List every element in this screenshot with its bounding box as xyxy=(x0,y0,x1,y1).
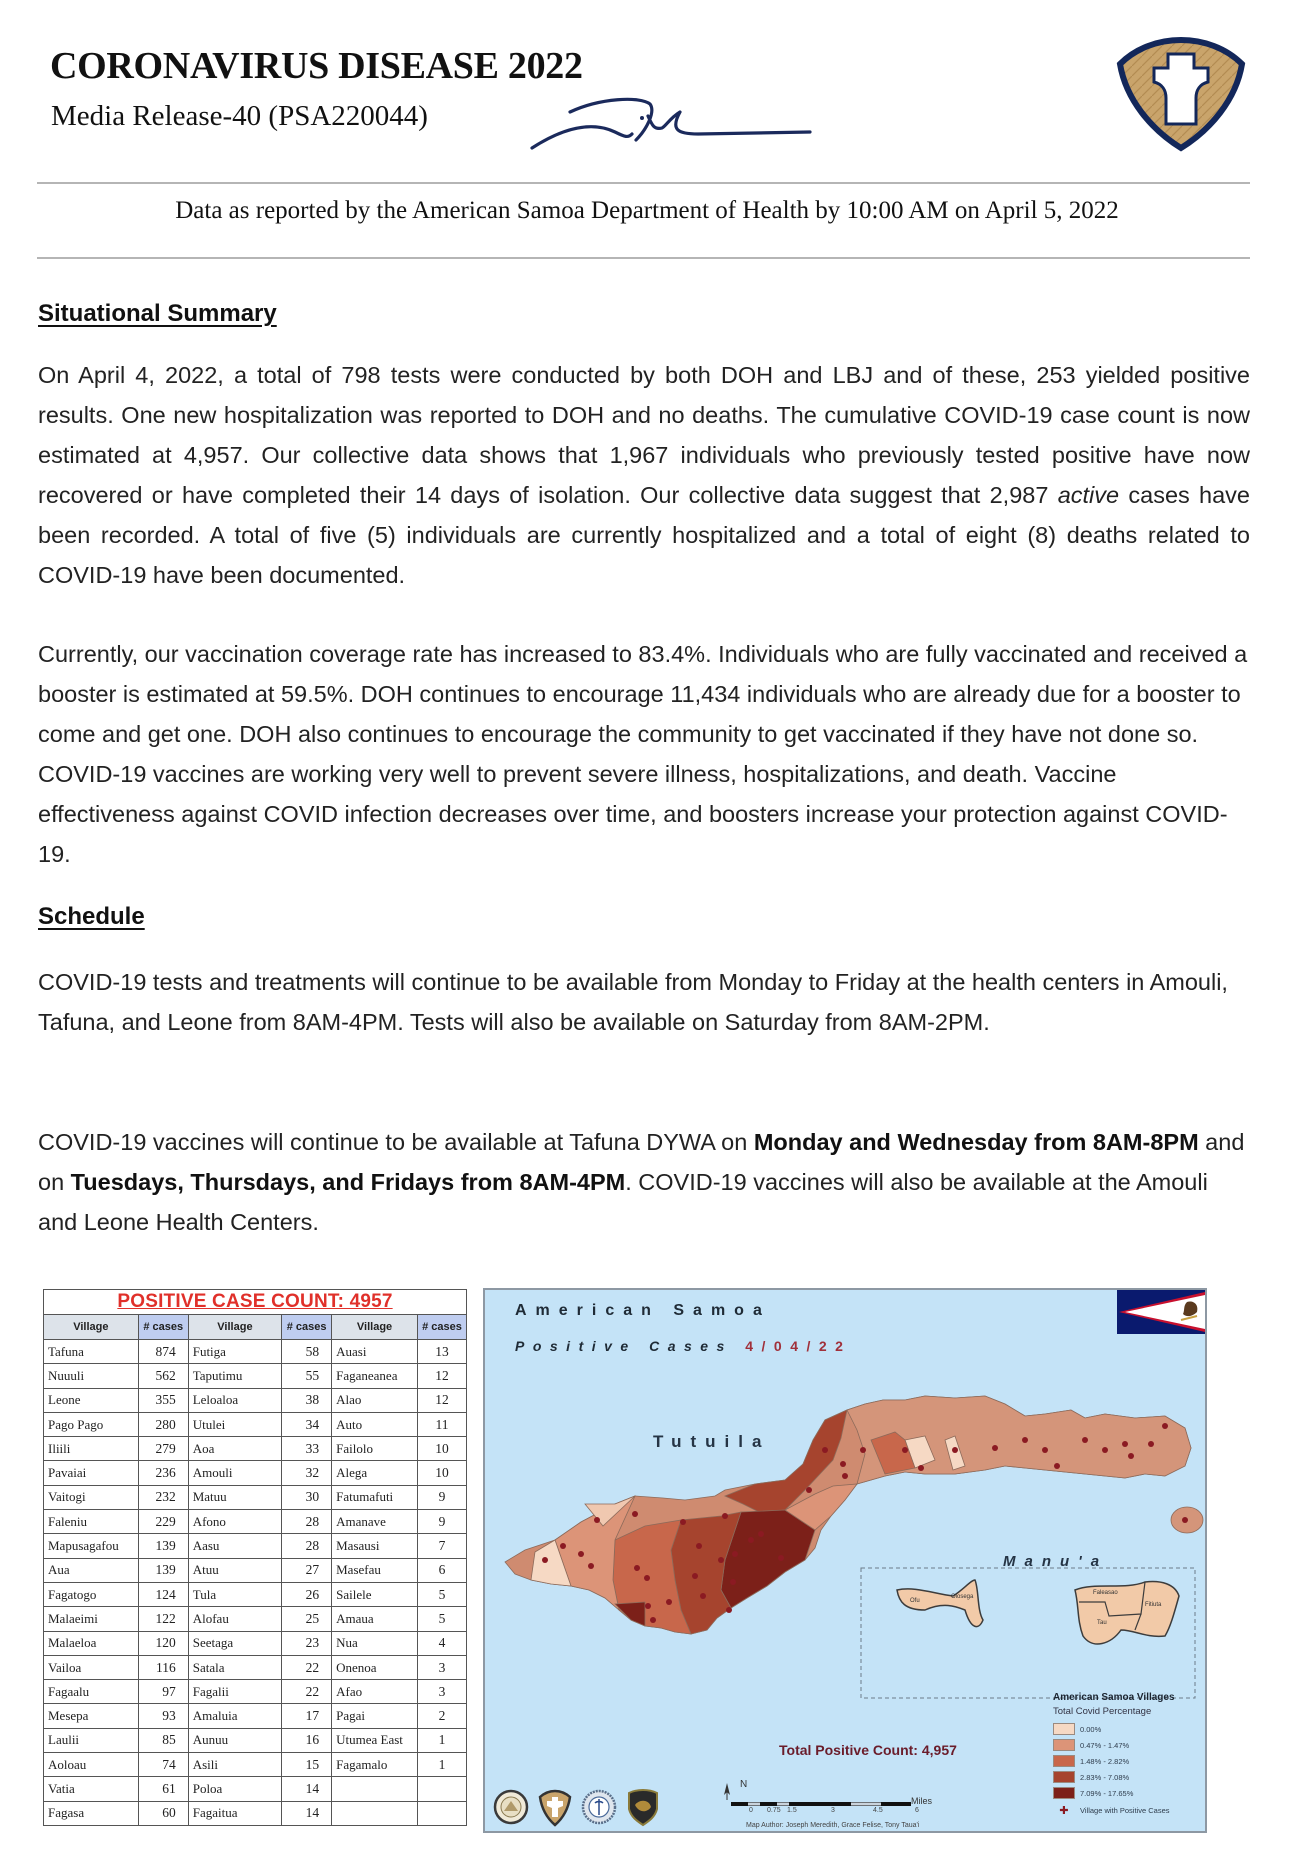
scale-tick-label: 3 xyxy=(831,1807,835,1814)
case-count-cell: 874 xyxy=(138,1340,188,1364)
case-count-cell: 17 xyxy=(282,1704,332,1728)
case-count-cell: 27 xyxy=(282,1558,332,1582)
case-count-cell: 116 xyxy=(138,1655,188,1679)
village-name-cell: Futiga xyxy=(188,1340,281,1364)
island-label-manua: Manu'a xyxy=(1003,1553,1109,1570)
village-name-cell: Vailoa xyxy=(44,1655,139,1679)
table-row xyxy=(44,1582,467,1606)
case-count-cell: 74 xyxy=(138,1753,188,1777)
case-count-cell: 279 xyxy=(138,1437,188,1461)
case-count-cell: 22 xyxy=(282,1680,332,1704)
village-name-cell: Mapusagafou xyxy=(44,1534,139,1558)
table-row xyxy=(44,1461,467,1485)
case-count-cell: 23 xyxy=(282,1631,332,1655)
summary-paragraph-cases: On April 4, 2022, a total of 798 tests were conducted by both DOH and LBJ and of these, 253 yielded positive results. One new hospitalization was reported to DOH and no deaths. The cumulative COVID-19 case count is now estimated at 4,957. Our collective data shows that 1,967 individuals who previously tested positive have now recovered or have completed their 14 days of isolation. Our collective data suggest that 2,987 active cases have been recorded. A total of five (5) individuals are currently hospitalized and a total of eight (8) deaths related to COVID-19 have been documented. xyxy=(38,362,1251,588)
legend-class-label: 2.83% - 7.08% xyxy=(1080,1772,1130,1782)
village-name-cell: Tafuna xyxy=(44,1340,139,1364)
case-count-cell: 55 xyxy=(282,1364,332,1388)
scale-tick-label: 6 xyxy=(915,1807,919,1814)
village-name-cell: Auto xyxy=(332,1412,418,1436)
column-header-cases: # cases xyxy=(282,1315,332,1340)
case-count-cell: 60 xyxy=(138,1801,188,1825)
section-heading-schedule: Schedule xyxy=(38,903,145,930)
legend-class-label: 0.47% - 1.47% xyxy=(1080,1740,1130,1750)
table-row xyxy=(44,1753,467,1777)
village-name-cell: Mesepa xyxy=(44,1704,139,1728)
village-marker-icon: ✚ xyxy=(1059,1804,1069,1817)
village-name-cell: Masausi xyxy=(332,1534,418,1558)
village-name-cell: Taputimu xyxy=(188,1364,281,1388)
map-subtitle: Positive Cases 4/04/22 xyxy=(515,1338,852,1354)
legend-class-row xyxy=(1053,1769,1203,1785)
village-name-cell: Amanave xyxy=(332,1510,418,1534)
case-count-cell: 232 xyxy=(138,1485,188,1509)
american-samoa-flag-icon xyxy=(1117,1290,1205,1334)
village-name-cell: Aasu xyxy=(188,1534,281,1558)
column-header-village: Village xyxy=(188,1315,281,1340)
document-title: CORONAVIRUS DISEASE 2022 xyxy=(50,45,583,87)
case-count-cell: 15 xyxy=(282,1753,332,1777)
case-count-cell: 355 xyxy=(138,1388,188,1412)
manua-islands-shape xyxy=(897,1580,1179,1644)
legend-class-label: 7.09% - 17.65% xyxy=(1080,1788,1134,1798)
village-name-cell: Pavaiai xyxy=(44,1461,139,1485)
signature-icon xyxy=(530,90,850,170)
table-row xyxy=(44,1655,467,1679)
case-count-cell: 14 xyxy=(282,1777,332,1801)
table-row xyxy=(44,1437,467,1461)
village-name-cell: Malaeimi xyxy=(44,1607,139,1631)
table-row xyxy=(44,1534,467,1558)
legend-class-row xyxy=(1053,1737,1203,1753)
legend-swatch xyxy=(1053,1755,1075,1767)
legend-title: American Samoa Villages xyxy=(1053,1692,1175,1703)
case-count-cell: 139 xyxy=(138,1558,188,1582)
case-count-cell: 61 xyxy=(138,1777,188,1801)
island-label-tutuila: Tutuila xyxy=(653,1432,771,1451)
village-name-cell: Matuu xyxy=(188,1485,281,1509)
case-count-cell: 34 xyxy=(282,1412,332,1436)
summary-paragraph-vaccination: Currently, our vaccination coverage rate has increased to 83.4%. Individuals who are fully vaccinated and received a booster is estimated at 59.5%. DOH continues to encourage 11,434 individuals who are already due for a booster to come and get one. DOH also continues to encourage the community to get vaccinated if they have not done so. COVID-19 vaccines are working very well to prevent severe illness, hospitalizations, and death. Vaccine effectiveness against COVID infection decreases over time, and boosters increase your protection against COVID-19. xyxy=(38,641,1248,867)
map-author: Map Author: Joseph Meredith, Grace Felise, Tony Taua'i xyxy=(746,1822,920,1829)
column-header-village: Village xyxy=(332,1315,418,1340)
village-name-cell: Auasi xyxy=(332,1340,418,1364)
table-header-row xyxy=(44,1315,467,1340)
village-name-cell: Iliili xyxy=(44,1437,139,1461)
column-header-village: Village xyxy=(44,1315,139,1340)
government-seal-icon xyxy=(493,1787,529,1827)
village-name-cell: Alega xyxy=(332,1461,418,1485)
header-divider xyxy=(37,182,1250,184)
village-name-cell: Leloaloa xyxy=(188,1388,281,1412)
health-shield-icon xyxy=(537,1787,573,1827)
village-name-cell: Amouli xyxy=(188,1461,281,1485)
case-count-cell: 93 xyxy=(138,1704,188,1728)
section-heading-situational-summary: Situational Summary xyxy=(38,300,277,327)
scale-tick-label: 0.75 xyxy=(767,1807,781,1814)
village-name-cell: Amaluia xyxy=(188,1704,281,1728)
legend-subtitle: Total Covid Percentage xyxy=(1053,1706,1152,1717)
case-count-cell: 9 xyxy=(417,1485,466,1509)
village-name-cell: Alao xyxy=(332,1388,418,1412)
village-name-cell: Fagasa xyxy=(44,1801,139,1825)
table-row xyxy=(44,1680,467,1704)
case-count-cell: 139 xyxy=(138,1534,188,1558)
village-name-cell: Leone xyxy=(44,1388,139,1412)
case-count-cell: 14 xyxy=(282,1801,332,1825)
legend-classes xyxy=(1053,1721,1203,1801)
village-name-cell: Malaeloa xyxy=(44,1631,139,1655)
case-count-cell: 5 xyxy=(417,1582,466,1606)
positive-case-count-table xyxy=(43,1289,467,1826)
case-count-cell xyxy=(417,1777,466,1801)
case-count-cell: 7 xyxy=(417,1534,466,1558)
village-name-cell: Aoa xyxy=(188,1437,281,1461)
header-divider-bottom xyxy=(37,257,1250,259)
scale-bar xyxy=(731,1802,911,1806)
column-header-cases: # cases xyxy=(138,1315,188,1340)
dateline-text: Data as reported by the American Samoa Department of Health by 10:00 AM on April 5, 2022 xyxy=(175,197,1119,224)
schedule-paragraph-vaccines: COVID-19 vaccines will continue to be available at Tafuna DYWA on Monday and Wednesday from 8AM-8PM and on Tuesdays, Thursdays, and Fridays from 8AM-4PM. COVID-19 vaccines will also be available at the Amouli and Leone Health Centers. xyxy=(38,1129,1245,1235)
table-row xyxy=(44,1364,467,1388)
table-row xyxy=(44,1631,467,1655)
manua-label-faleasao: Faleasao xyxy=(1093,1590,1118,1596)
village-name-cell: Tula xyxy=(188,1582,281,1606)
case-count-cell: 58 xyxy=(282,1340,332,1364)
village-name-cell: Utumea East xyxy=(332,1728,418,1752)
scale-tick-label: 4.5 xyxy=(873,1807,883,1814)
village-name-cell: Aoloau xyxy=(44,1753,139,1777)
case-count-cell: 2 xyxy=(417,1704,466,1728)
village-name-cell: Failolo xyxy=(332,1437,418,1461)
legend-swatch xyxy=(1053,1787,1075,1799)
case-count-cell: 32 xyxy=(282,1461,332,1485)
case-count-cell: 28 xyxy=(282,1510,332,1534)
village-name-cell: Faganeanea xyxy=(332,1364,418,1388)
village-name-cell: Seetaga xyxy=(188,1631,281,1655)
total-positive-count: Total Positive Count: 4,957 xyxy=(779,1742,957,1758)
case-count-cell: 9 xyxy=(417,1510,466,1534)
legend-class-row xyxy=(1053,1785,1203,1801)
table-row xyxy=(44,1510,467,1534)
case-count-cell: 10 xyxy=(417,1461,466,1485)
legend-marker-label: Village with Positive Cases xyxy=(1080,1805,1170,1815)
case-count-cell: 26 xyxy=(282,1582,332,1606)
table-row xyxy=(44,1801,467,1825)
health-shield-cross-icon xyxy=(1112,26,1250,152)
village-name-cell: Nuuuli xyxy=(44,1364,139,1388)
legend-class-row xyxy=(1053,1721,1203,1737)
case-count-cell: 33 xyxy=(282,1437,332,1461)
village-name-cell: Afono xyxy=(188,1510,281,1534)
case-count-cell: 124 xyxy=(138,1582,188,1606)
legend-class-label: 1.48% - 2.82% xyxy=(1080,1756,1130,1766)
village-name-cell: Nua xyxy=(332,1631,418,1655)
village-name-cell: Afao xyxy=(332,1680,418,1704)
legend-swatch xyxy=(1053,1771,1075,1783)
positive-cases-map xyxy=(483,1288,1207,1833)
case-count-cell: 12 xyxy=(417,1364,466,1388)
village-name-cell: Sailele xyxy=(332,1582,418,1606)
legend-class-row xyxy=(1053,1753,1203,1769)
village-name-cell: Aua xyxy=(44,1558,139,1582)
column-header-cases: # cases xyxy=(417,1315,466,1340)
village-name-cell: Fagalii xyxy=(188,1680,281,1704)
case-count-cell: 11 xyxy=(417,1412,466,1436)
case-count-cell: 3 xyxy=(417,1655,466,1679)
case-count-cell: 229 xyxy=(138,1510,188,1534)
case-count-cell: 6 xyxy=(417,1558,466,1582)
legend-swatch xyxy=(1053,1739,1075,1751)
table-body xyxy=(44,1340,467,1826)
case-count-cell: 4 xyxy=(417,1631,466,1655)
manua-label-fitiuta: Fitiuta xyxy=(1145,1602,1162,1608)
table-title: POSITIVE CASE COUNT: 4957 xyxy=(44,1290,467,1315)
case-count-cell: 122 xyxy=(138,1607,188,1631)
table-row xyxy=(44,1607,467,1631)
case-count-cell: 562 xyxy=(138,1364,188,1388)
police-badge-icon xyxy=(625,1787,661,1827)
table-row xyxy=(44,1728,467,1752)
village-name-cell: Vaitogi xyxy=(44,1485,139,1509)
village-name-cell: Atuu xyxy=(188,1558,281,1582)
village-name-cell: Utulei xyxy=(188,1412,281,1436)
case-count-cell: 22 xyxy=(282,1655,332,1679)
legend-class-label: 0.00% xyxy=(1080,1724,1102,1734)
agency-seal-icon xyxy=(581,1787,617,1827)
village-name-cell: Vatia xyxy=(44,1777,139,1801)
village-name-cell xyxy=(332,1801,418,1825)
case-count-cell: 30 xyxy=(282,1485,332,1509)
map-legend xyxy=(1053,1692,1203,1817)
case-count-cell: 3 xyxy=(417,1680,466,1704)
table-row xyxy=(44,1777,467,1801)
manua-label-tau: Tau xyxy=(1097,1620,1107,1626)
village-name-cell: Asili xyxy=(188,1753,281,1777)
table-row xyxy=(44,1388,467,1412)
table-row xyxy=(44,1485,467,1509)
case-count-cell: 28 xyxy=(282,1534,332,1558)
case-count-cell: 1 xyxy=(417,1753,466,1777)
village-name-cell xyxy=(332,1777,418,1801)
village-name-cell: Pago Pago xyxy=(44,1412,139,1436)
case-count-cell: 280 xyxy=(138,1412,188,1436)
village-name-cell: Satala xyxy=(188,1655,281,1679)
village-name-cell: Fatumafuti xyxy=(332,1485,418,1509)
village-name-cell: Fagaalu xyxy=(44,1680,139,1704)
manua-label-olosega: Olosega xyxy=(951,1594,974,1600)
table-row xyxy=(44,1704,467,1728)
case-count-cell: 120 xyxy=(138,1631,188,1655)
case-count-cell: 10 xyxy=(417,1437,466,1461)
table-row xyxy=(44,1412,467,1436)
village-name-cell: Laulii xyxy=(44,1728,139,1752)
case-count-cell: 85 xyxy=(138,1728,188,1752)
case-count-cell: 97 xyxy=(138,1680,188,1704)
north-arrow-label: N xyxy=(740,1779,748,1790)
legend-marker-row xyxy=(1053,1803,1203,1817)
case-count-cell: 1 xyxy=(417,1728,466,1752)
scale-tick-label: 1.5 xyxy=(787,1807,797,1814)
case-count-cell: 25 xyxy=(282,1607,332,1631)
village-name-cell: Pagai xyxy=(332,1704,418,1728)
case-count-cell xyxy=(417,1801,466,1825)
village-name-cell: Poloa xyxy=(188,1777,281,1801)
case-count-cell: 5 xyxy=(417,1607,466,1631)
map-title: American Samoa xyxy=(515,1302,771,1319)
case-count-cell: 12 xyxy=(417,1388,466,1412)
village-name-cell: Fagamalo xyxy=(332,1753,418,1777)
legend-swatch xyxy=(1053,1723,1075,1735)
village-name-cell: Faleniu xyxy=(44,1510,139,1534)
table-row xyxy=(44,1340,467,1364)
village-name-cell: Aunuu xyxy=(188,1728,281,1752)
case-count-cell: 38 xyxy=(282,1388,332,1412)
dateline xyxy=(0,197,1296,225)
village-name-cell: Fagatogo xyxy=(44,1582,139,1606)
village-name-cell: Fagaitua xyxy=(188,1801,281,1825)
table-row xyxy=(44,1558,467,1582)
media-release-number: Media Release-40 (PSA220044) xyxy=(51,100,428,132)
village-name-cell: Amaua xyxy=(332,1607,418,1631)
scale-unit: Miles xyxy=(911,1796,933,1806)
village-name-cell: Alofau xyxy=(188,1607,281,1631)
scale-tick-label: 0 xyxy=(749,1807,753,1814)
village-name-cell: Masefau xyxy=(332,1558,418,1582)
case-count-cell: 16 xyxy=(282,1728,332,1752)
schedule-paragraph-testing: COVID-19 tests and treatments will continue to be available from Monday to Friday at the health centers in Amouli, Tafuna, and Leone from 8AM-4PM. Tests will also be available on Saturday from 8AM-2PM. xyxy=(38,969,1228,1035)
manua-label-ofu: Ofu xyxy=(910,1598,920,1604)
case-count-cell: 13 xyxy=(417,1340,466,1364)
village-name-cell: Onenoa xyxy=(332,1655,418,1679)
case-count-cell: 236 xyxy=(138,1461,188,1485)
